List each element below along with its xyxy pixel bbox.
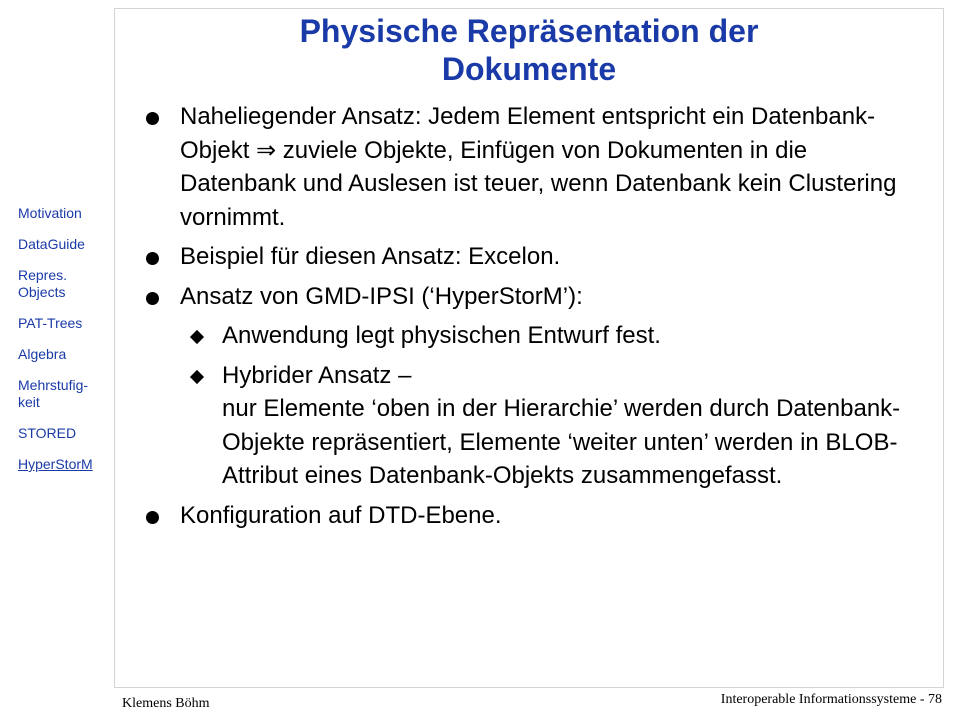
bullet-item xyxy=(146,499,926,533)
sidebar-item-repres-objects[interactable]: Repres. Objects xyxy=(18,267,68,300)
bullet-text: Konfiguration auf DTD-Ebene. xyxy=(180,501,502,529)
sidebar-item-mehrstufigkeit[interactable]: Mehrstufig- keit xyxy=(18,377,89,410)
title-line-2: Dokumente xyxy=(441,51,617,87)
slide-content xyxy=(146,100,926,538)
title-line-1: Physische Repräsentation der xyxy=(299,13,759,49)
sub-bullet-text: nur Elemente ‘oben in der Hierarchie’ werden durch Datenbank-Objekte repräsentiert, Elemente ‘weiter unten’ werden in BLOB-Attribut eines Datenbank-Objekts zusammengefasst. xyxy=(222,395,901,489)
sub-bullet-heading: Hybrider Ansatz – xyxy=(222,361,412,389)
sidebar-item-dataguide[interactable]: DataGuide xyxy=(18,236,85,252)
round-bullet-icon xyxy=(146,511,159,524)
sidebar-item-stored[interactable]: STORED xyxy=(18,425,77,441)
bullet-item xyxy=(146,100,926,234)
bullet-text: Beispiel für diesen Ansatz: Excelon. xyxy=(180,243,561,270)
footer-course-page: Interoperable Informationssysteme - 78 xyxy=(720,692,942,707)
bullet-text: Ansatz von GMD-IPSI (‘HyperStorM’): xyxy=(180,282,583,310)
round-bullet-icon xyxy=(146,112,159,125)
diamond-bullet-icon xyxy=(190,330,204,344)
bullet-text: Naheliegender Ansatz: Jedem Element entspricht ein Datenbank-Objekt ⇒ zuviele Objekte, Einfügen von Dokumenten in die Datenbank und Auslesen ist teuer, wenn Datenbank kein Clustering vornimmt. xyxy=(180,103,897,231)
sidebar-item-algebra[interactable]: Algebra xyxy=(18,346,67,362)
round-bullet-icon xyxy=(146,252,159,265)
bullet-item xyxy=(146,240,926,274)
round-bullet-icon xyxy=(146,292,159,305)
slide-title xyxy=(114,12,944,88)
sidebar-item-motivation[interactable]: Motivation xyxy=(18,205,82,221)
bullet-item xyxy=(146,280,926,314)
sub-bullet-item xyxy=(146,359,926,493)
sub-bullet-text: Anwendung legt physischen Entwurf fest. xyxy=(222,322,661,349)
sidebar-nav xyxy=(18,205,118,487)
sub-bullet-item xyxy=(146,319,926,353)
diamond-bullet-icon xyxy=(190,369,204,383)
sidebar-item-hyperstorm[interactable]: HyperStorM xyxy=(18,456,93,472)
sidebar-item-pat-trees[interactable]: PAT-Trees xyxy=(18,315,83,331)
footer-author: Klemens Böhm xyxy=(122,696,210,711)
